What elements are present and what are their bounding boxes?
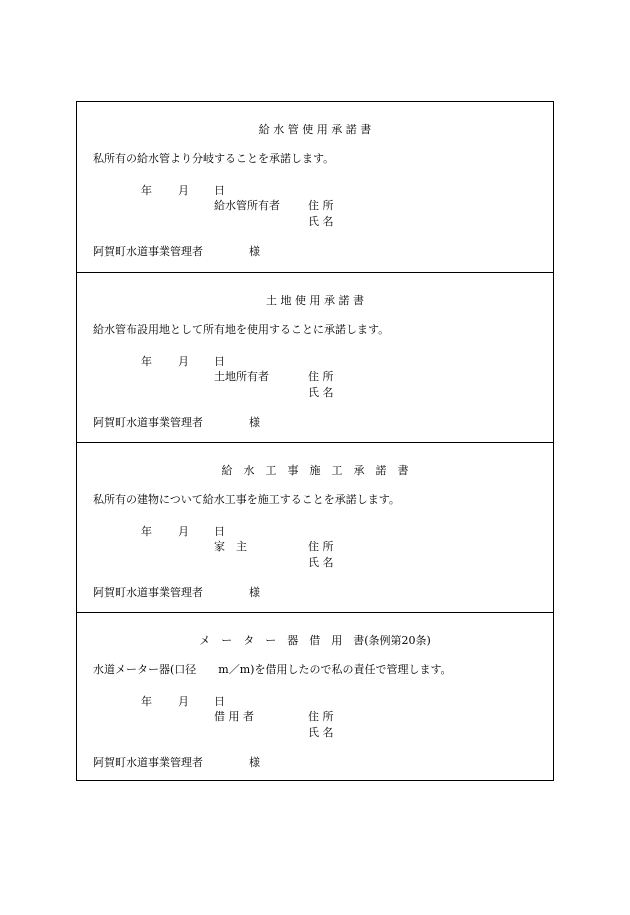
signer-role: 土地所有者 [214, 370, 269, 383]
meter-loan-section [77, 612, 553, 782]
address-label: 住 所 [308, 540, 334, 553]
day-label: 日 [214, 184, 225, 197]
signer-role: 給水管所有者 [214, 199, 280, 212]
consent-form-frame [76, 101, 554, 781]
honorific: 様 [249, 586, 260, 599]
signer-role: 借 用 者 [214, 710, 254, 723]
day-label: 日 [214, 525, 225, 538]
month-label: 月 [178, 525, 189, 538]
honorific: 様 [249, 416, 260, 429]
name-label: 氏 名 [308, 556, 334, 569]
consent-statement: 私所有の建物について給水工事を施工することを承諾します。 [93, 493, 400, 506]
consent-statement: 水道メーター器(口径 m／m)を借用したので私の責任で管理します。 [93, 663, 452, 676]
day-label: 日 [214, 355, 225, 368]
year-label: 年 [141, 355, 152, 368]
month-label: 月 [178, 184, 189, 197]
name-label: 氏 名 [308, 215, 334, 228]
year-label: 年 [141, 184, 152, 197]
water-pipe-use-consent-section [77, 102, 553, 272]
honorific: 様 [249, 245, 260, 258]
year-label: 年 [141, 695, 152, 708]
consent-statement: 私所有の給水管より分岐することを承諾します。 [93, 152, 335, 165]
name-label: 氏 名 [308, 726, 334, 739]
section-title: メ ー タ ー 器 借 用 書(条例第20条) [199, 634, 431, 647]
land-use-consent-section [77, 272, 553, 442]
name-label: 氏 名 [308, 386, 334, 399]
signer-role: 家 主 [214, 540, 247, 553]
water-work-consent-section [77, 442, 553, 612]
address-label: 住 所 [308, 199, 334, 212]
address-label: 住 所 [308, 710, 334, 723]
addressee: 阿賀町水道事業管理者 [93, 416, 203, 429]
consent-statement: 給水管布設用地として所有地を使用することに承諾します。 [93, 323, 390, 336]
addressee: 阿賀町水道事業管理者 [93, 586, 203, 599]
address-label: 住 所 [308, 370, 334, 383]
month-label: 月 [178, 355, 189, 368]
addressee: 阿賀町水道事業管理者 [93, 245, 203, 258]
section-title: 給 水 管 使 用 承 諾 書 [258, 123, 372, 136]
honorific: 様 [249, 756, 260, 769]
day-label: 日 [214, 695, 225, 708]
year-label: 年 [141, 525, 152, 538]
section-title: 土 地 使 用 承 諾 書 [266, 294, 364, 307]
section-title: 給 水 工 事 施 工 承 諾 書 [221, 464, 409, 477]
month-label: 月 [178, 695, 189, 708]
addressee: 阿賀町水道事業管理者 [93, 756, 203, 769]
